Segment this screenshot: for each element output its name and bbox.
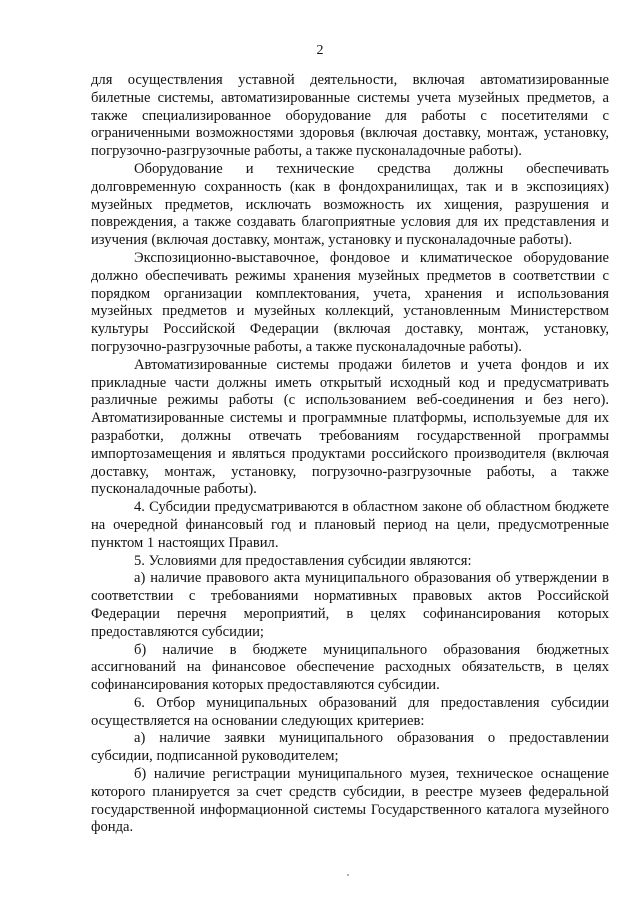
paragraph-equipment-requirements: Оборудование и технические средства должны обеспечивать долговременную сохранность (как в фондохранилищах, так и в экспозициях) музейных предметов, исключать возможность их хищения, разрушения и повреждения, а также создавать благоприятные условия для их представления и изучения (включая доставку, монтаж, установку и пусконаладочные работы). <box>91 160 609 249</box>
paragraph-item-5a: а) наличие правового акта муниципального образования об утверждении в соответствии с требованиями нормативных правовых актов Российской Федерации перечня мероприятий, в целях софинансирования которых предоставляются субсидии; <box>91 570 609 640</box>
scan-speck <box>347 874 349 876</box>
page-number: 2 <box>316 43 324 58</box>
paragraph-item-5b: б) наличие в бюджете муниципального образования бюджетных ассигнований на финансовое обеспечение расходных обязательств, в целях софинансирования которых предоставляются субсидии. <box>91 641 609 694</box>
paragraph-item-6a: а) наличие заявки муниципального образования о предоставлении субсидии, подписанной руководителем; <box>91 730 609 765</box>
paragraph-item-4: 4. Субсидии предусматриваются в областном законе об областном бюджете на очередной финансовый год и плановый период на цели, предусмотренные пунктом 1 настоящих Правил. <box>91 499 609 551</box>
paragraph-automated-systems: Автоматизированные системы продажи билетов и учета фондов и их прикладные части должны иметь открытый исходный код и предусматривать различные режимы работы (с использованием веб-соединения и без него). Автоматизированные системы и программные платформы, используемые для их разработки, должны отвечать требованиям государственной программы импортозамещения и являться продуктами российского производителя (включая доставку, монтаж, установку, погрузочно-разгрузочные работы, а также пусконаладочные работы). <box>91 356 609 498</box>
paragraph-item-6: 6. Отбор муниципальных образований для предоставления субсидии осуществляется на основании следующих критериев: <box>91 694 609 729</box>
paragraph-item-5: 5. Условиями для предоставления субсидии являются: <box>134 552 472 569</box>
paragraph-continuation: для осуществления уставной деятельности, включая автоматизированные билетные системы, автоматизированные системы учета музейных предметов, а также специализированное оборудование для работы с посетителями с ограниченными возможностями здоровья (включая доставку, монтаж, установку, погрузочно-разгрузочные работы, а также пусконаладочные работы). <box>91 72 609 160</box>
document-body <box>91 72 609 837</box>
paragraph-item-6b: б) наличие регистрации муниципального музея, техническое оснащение которого планируется за счет средств субсидии, в реестре музеев федеральной государственной информационной системы Государственного каталога музейного фонда. <box>91 766 609 836</box>
paragraph-exhibition-equipment: Экспозиционно-выставочное, фондовое и климатическое оборудование должно обеспечивать режимы хранения музейных предметов в соответствии с порядком организации комплектования, учета, хранения и использования музейных предметов и музейных коллекций, установленным Министерством культуры Российской Федерации (включая доставку, монтаж, установку, погрузочно-разгрузочные работы, а также пусконаладочные работы). <box>91 249 609 355</box>
